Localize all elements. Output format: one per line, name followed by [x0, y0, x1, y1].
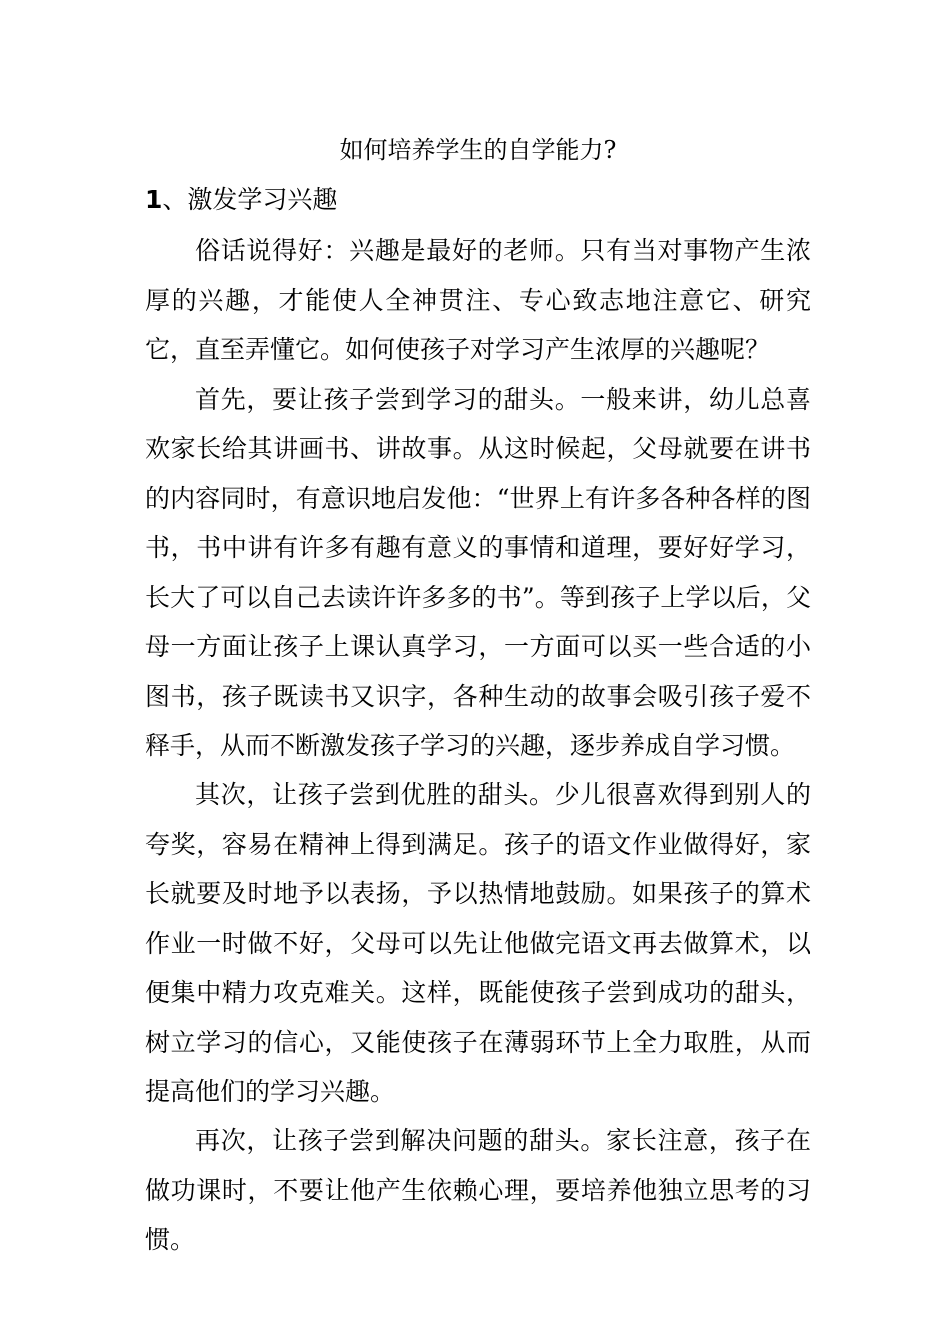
paragraph-second: 其次，让孩子尝到优胜的甜头。少儿很喜欢得到别人的夸奖，容易在精神上得到满足。孩子的语文作业做得好，家长就要及时地予以表扬，予以热情地鼓励。如果孩子的算术作业一时做不好，父母可以先让他做完语文再去做算术，以便集中精力攻克难关。这样，既能使孩子尝到成功的甜头，树立学习的信心，又能使孩子在薄弱环节上全力取胜，从而提高他们的学习兴趣。: [145, 780, 811, 1106]
body-block-1: [145, 226, 811, 771]
paragraph-intro: 俗话说得好：兴趣是最好的老师。只有当对事物产生浓厚的兴趣，才能使人全神贯注、专心致志地注意它、研究它，直至弄懂它。如何使孩子对学习产生浓厚的兴趣呢？: [145, 236, 811, 364]
document-title: 如何培养学生的自学能力?: [339, 136, 617, 164]
section-heading: [145, 182, 337, 218]
body-block-3: [145, 1116, 811, 1265]
section-title: 激发学习兴趣: [187, 185, 338, 214]
paragraph-first: 首先，要让孩子尝到学习的甜头。一般来讲，幼儿总喜欢家长给其讲画书、讲故事。从这时候起，父母就要在讲书的内容同时，有意识地启发他：“世界上有许多各种各样的图书，书中讲有许多有趣有意义的事情和道理，要好好学习，长大了可以自己去读许许多多的书”。等到孩子上学以后，父母一方面让孩子上课认真学习，一方面可以买一些合适的小图书，孩子既读书又识字，各种生动的故事会吸引孩子爱不释手，从而不断激发孩子学习的兴趣，逐步养成自学习惯。: [145, 384, 811, 760]
body-block-2: [145, 770, 811, 1117]
paragraph-third: 再次，让孩子尝到解决问题的甜头。家长注意，孩子在做功课时，不要让他产生依赖心理，要培养他独立思考的习惯。: [145, 1126, 811, 1254]
section-number: 1: [145, 185, 163, 214]
section-separator: 、: [162, 185, 188, 214]
